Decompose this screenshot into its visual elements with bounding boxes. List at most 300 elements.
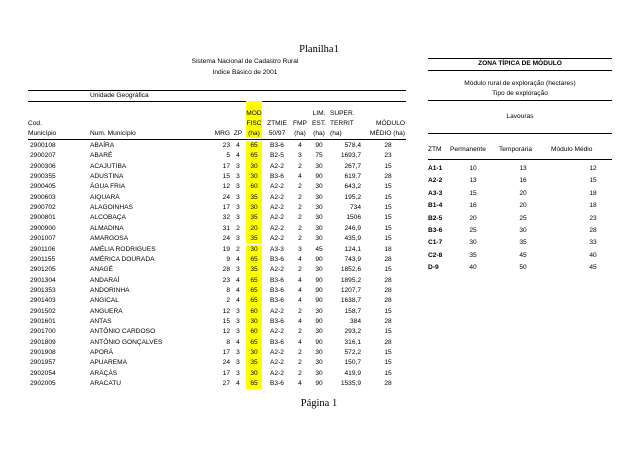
- table-row: [28, 172, 406, 182]
- col-header-super-territ: TERRIT: [330, 120, 354, 127]
- zona-cell-modulo-medio: 15: [589, 177, 597, 185]
- col-header-super-ha: (ha): [330, 130, 342, 137]
- cell-zp: 3: [236, 214, 240, 222]
- cell-cod: 2901957: [30, 359, 56, 367]
- col-header-ztmie-year: 50/97: [268, 130, 286, 137]
- cell-cod: 2901205: [30, 266, 56, 274]
- table-row: [28, 203, 406, 213]
- cell-lim: 90: [315, 286, 323, 294]
- cell-ztmie: B3-6: [270, 173, 284, 181]
- cell-modulo-medio: 28: [384, 255, 392, 263]
- cell-mrg: 8: [226, 338, 230, 346]
- cell-lim: 75: [315, 152, 323, 160]
- index-year: Indice Básico de 2001: [212, 69, 278, 76]
- cell-modulo-medio: 18: [384, 245, 392, 253]
- cell-mrg: 19: [222, 245, 230, 253]
- zona-header-temporaria: Temporária: [499, 146, 532, 153]
- cell-zp: 4: [236, 152, 240, 160]
- cell-modulo-medio: 15: [384, 349, 392, 356]
- cell-super: 195,2: [344, 193, 361, 201]
- cell-modulo-medio: 15: [384, 328, 392, 336]
- cell-super: 435,9: [344, 235, 361, 243]
- cell-fmp: 2: [298, 162, 302, 170]
- cell-cod: 2900355: [30, 173, 56, 181]
- cell-municipio: ABAÍRA: [90, 142, 115, 149]
- cell-lim: 90: [315, 380, 323, 388]
- cell-mod: 35: [246, 265, 262, 275]
- cell-municipio: ADUSTINA: [90, 173, 124, 181]
- cell-cod: 2900801: [30, 214, 56, 222]
- cell-cod: 2901155: [30, 255, 56, 263]
- cell-fmp: 4: [298, 173, 302, 181]
- cell-ztmie: A2-2: [270, 224, 284, 232]
- cell-super: 384: [349, 317, 361, 325]
- cell-municipio: AIQUARA: [90, 193, 120, 201]
- cell-super: 743,9: [344, 255, 361, 263]
- cell-super: 1506: [346, 214, 361, 222]
- cell-super: 1895,2: [340, 276, 361, 284]
- zona-cell-temporaria: 20: [519, 189, 527, 197]
- cell-fmp: 2: [298, 349, 302, 356]
- zona-cell-permanente: 30: [469, 239, 477, 247]
- cell-cod: 2901106: [30, 245, 56, 253]
- cell-modulo-medio: 15: [384, 307, 392, 315]
- cell-mrg: 8: [226, 286, 230, 294]
- cell-cod: 2902054: [30, 369, 56, 377]
- cell-mod: 30: [246, 203, 262, 213]
- cell-fmp: 2: [298, 214, 302, 222]
- cell-mod: 30: [246, 317, 262, 327]
- table-row: [28, 224, 406, 234]
- cell-cod: 2901502: [30, 307, 56, 315]
- col-header-lim-ha: (ha): [313, 130, 325, 137]
- cell-zp: 3: [236, 183, 240, 191]
- table-row: [28, 379, 406, 389]
- cell-zp: 3: [236, 369, 240, 377]
- cell-municipio: ANDARAÍ: [90, 276, 120, 284]
- cell-cod: 2900306: [30, 162, 56, 170]
- cell-lim: 45: [315, 245, 323, 253]
- zona-cell-ztm: C2-8: [428, 251, 443, 259]
- zona-cell-ztm: A2-2: [428, 177, 443, 185]
- zona-row: [428, 188, 612, 200]
- cell-modulo-medio: 15: [384, 235, 392, 243]
- cell-mrg: 9: [226, 255, 230, 263]
- cell-municipio: ARACATU: [90, 380, 122, 388]
- cell-super: 1207,7: [340, 286, 361, 294]
- cell-super: 124,1: [344, 245, 361, 253]
- cell-zp: 4: [236, 142, 240, 149]
- cell-cod: 2900108: [30, 142, 56, 149]
- panel-header-bottom-border: [428, 159, 612, 160]
- zona-cell-modulo-medio: 18: [589, 202, 597, 210]
- zona-row: [428, 213, 612, 225]
- col-header-num-municipio: Num. Município: [90, 130, 136, 137]
- zona-cell-temporaria: 16: [519, 177, 527, 185]
- zona-cell-modulo-medio: 45: [589, 264, 597, 272]
- cell-modulo-medio: 15: [384, 193, 392, 201]
- cell-municipio: ANDORINHA: [90, 286, 130, 294]
- cell-fmp: 3: [298, 152, 302, 160]
- zona-cell-temporaria: 35: [519, 239, 527, 247]
- cell-zp: 4: [236, 286, 240, 294]
- col-header-super: SUPER.: [330, 110, 355, 117]
- cell-ztmie: A2-2: [270, 193, 284, 201]
- table-row: [28, 317, 406, 327]
- cell-cod: 2901403: [30, 297, 56, 305]
- cell-ztmie: B3-6: [270, 286, 284, 294]
- cell-mrg: 23: [222, 142, 230, 149]
- cell-cod: 2900405: [30, 183, 56, 191]
- cell-modulo-medio: 15: [384, 183, 392, 191]
- cell-mrg: 12: [222, 183, 230, 191]
- table-row: [28, 369, 406, 379]
- cell-municipio: ANGUERA: [90, 307, 123, 315]
- cell-fmp: 2: [298, 183, 302, 191]
- cell-ztmie: A2-2: [270, 328, 284, 336]
- cell-zp: 4: [236, 276, 240, 284]
- cell-mod: 65: [246, 379, 262, 389]
- cell-mod: 65: [246, 286, 262, 296]
- cell-mod: 35: [246, 358, 262, 368]
- cell-municipio: ANTAS: [90, 317, 112, 325]
- cell-super: 246,9: [344, 224, 361, 232]
- table-row: [28, 327, 406, 337]
- cell-lim: 90: [315, 173, 323, 181]
- cell-fmp: 4: [298, 338, 302, 346]
- cell-fmp: 2: [298, 359, 302, 367]
- panel-subtitle-divider: [428, 100, 612, 101]
- panel-top-border: [428, 58, 612, 59]
- cell-mrg: 17: [222, 162, 230, 170]
- zona-cell-permanente: 15: [469, 189, 477, 197]
- cell-ztmie: B3-6: [270, 338, 284, 346]
- zona-cell-temporaria: 50: [519, 264, 527, 272]
- cell-modulo-medio: 28: [384, 317, 392, 325]
- cell-mrg: 24: [222, 193, 230, 201]
- cell-municipio: ALAGOINHAS: [90, 204, 133, 212]
- cell-fmp: 4: [298, 276, 302, 284]
- cell-municipio: ARAÇÁS: [90, 369, 118, 377]
- cell-mrg: 12: [222, 307, 230, 315]
- cell-mod: 65: [246, 141, 262, 151]
- cell-zp: 3: [236, 359, 240, 367]
- zona-cell-modulo-medio: 40: [589, 251, 597, 259]
- table-row: [28, 213, 406, 223]
- cell-ztmie: A2-2: [270, 307, 284, 315]
- cell-municipio: ÁGUA FRIA: [90, 183, 126, 191]
- zona-row: [428, 225, 612, 237]
- cell-super: 578,4: [344, 142, 361, 149]
- zona-cell-modulo-medio: 23: [589, 214, 597, 222]
- cell-mod: 60: [246, 327, 262, 337]
- cell-mrg: 15: [222, 173, 230, 181]
- table-row: [28, 255, 406, 265]
- table-row: [28, 358, 406, 368]
- cell-super: 572,2: [344, 349, 361, 356]
- cell-lim: 90: [315, 297, 323, 305]
- cell-ztmie: A2-2: [270, 204, 284, 212]
- zona-row: [428, 175, 612, 187]
- cell-mrg: 17: [222, 349, 230, 356]
- zona-cell-ztm: A1-1: [428, 165, 443, 172]
- cell-modulo-medio: 28: [384, 142, 392, 149]
- cell-ztmie: B3-6: [270, 276, 284, 284]
- col-header-cod: Cod.: [28, 120, 42, 127]
- cell-mrg: 17: [222, 204, 230, 212]
- page-footer: Página 1: [300, 398, 338, 409]
- cell-fmp: 2: [298, 328, 302, 336]
- cell-fmp: 2: [298, 307, 302, 315]
- cell-ztmie: A2-2: [270, 235, 284, 243]
- cell-mod: 65: [246, 338, 262, 348]
- col-header-municipio-code: Município: [28, 130, 57, 137]
- zona-cell-ztm: B1-4: [428, 202, 443, 210]
- cell-zp: 3: [236, 317, 240, 325]
- cell-super: 1535,9: [340, 380, 361, 388]
- cell-super: 419,9: [344, 369, 361, 377]
- cell-super: 619,7: [344, 173, 361, 181]
- zona-cell-permanente: 10: [469, 165, 477, 172]
- panel-header-top-border: [428, 133, 612, 134]
- cell-modulo-medio: 15: [384, 359, 392, 367]
- zona-cell-modulo-medio: 18: [589, 189, 597, 197]
- table-row: [28, 182, 406, 192]
- cell-mod: 30: [246, 172, 262, 182]
- cell-modulo-medio: 28: [384, 173, 392, 181]
- cell-modulo-medio: 15: [384, 224, 392, 232]
- cell-ztmie: A2-2: [270, 349, 284, 356]
- cell-lim: 30: [315, 369, 323, 377]
- cell-ztmie: A3-3: [270, 245, 284, 253]
- cell-modulo-medio: 15: [384, 369, 392, 377]
- col-header-fmp: FMP: [293, 120, 307, 127]
- zona-cell-temporaria: 30: [519, 227, 527, 234]
- cell-zp: 4: [236, 338, 240, 346]
- zona-row: [428, 250, 612, 262]
- panel-title-divider: [428, 70, 612, 71]
- table-row: [28, 307, 406, 317]
- cell-zp: 4: [236, 297, 240, 305]
- table-row: [28, 234, 406, 244]
- cell-zp: 3: [236, 162, 240, 170]
- cell-mod: 30: [246, 369, 262, 379]
- cell-super: 316,1: [344, 338, 361, 346]
- cell-mrg: 2: [226, 297, 230, 305]
- cell-zp: 3: [236, 328, 240, 336]
- cell-mrg: 24: [222, 359, 230, 367]
- col-header-ztmie: ZTMIE: [267, 120, 287, 127]
- cell-mrg: 27: [222, 380, 230, 388]
- cell-fmp: 4: [298, 380, 302, 388]
- zona-cell-permanente: 13: [469, 177, 477, 185]
- zona-lavouras: Lavouras: [506, 113, 534, 120]
- cell-ztmie: A2-2: [270, 214, 284, 222]
- zona-cell-temporaria: 13: [519, 165, 527, 172]
- cell-fmp: 2: [298, 266, 302, 274]
- cell-modulo-medio: 28: [384, 338, 392, 346]
- zona-header-modulo-medio: Módulo Médio: [551, 146, 593, 153]
- cell-modulo-medio: 15: [384, 162, 392, 170]
- cell-mrg: 28: [222, 266, 230, 274]
- cell-mod: 35: [246, 234, 262, 244]
- cell-lim: 90: [315, 338, 323, 346]
- cell-zp: 4: [236, 255, 240, 263]
- cell-modulo-medio: 15: [384, 214, 392, 222]
- zona-cell-temporaria: 45: [519, 251, 527, 259]
- cell-fmp: 4: [298, 142, 302, 149]
- cell-lim: 30: [315, 183, 323, 191]
- cell-mod: 30: [246, 348, 262, 358]
- table-row: [28, 141, 406, 151]
- zona-cell-permanente: 16: [469, 202, 477, 210]
- cell-cod: 2901700: [30, 328, 56, 336]
- cell-super: 267,7: [344, 162, 361, 170]
- cell-zp: 2: [236, 224, 240, 232]
- cell-mod: 60: [246, 182, 262, 192]
- cell-cod: 2900603: [30, 193, 56, 201]
- cell-mrg: 32: [222, 214, 230, 222]
- cell-lim: 90: [315, 276, 323, 284]
- cell-ztmie: A2-2: [270, 359, 284, 367]
- zona-header-permanente: Permanente: [450, 146, 486, 153]
- cell-mod: 65: [246, 255, 262, 265]
- table-row: [28, 151, 406, 161]
- cell-super: 158,7: [344, 307, 361, 315]
- col-header-mod-ha: (ha): [248, 130, 260, 137]
- zona-cell-temporaria: 25: [519, 214, 527, 222]
- cell-super: 150,7: [344, 359, 361, 367]
- group-divider: [28, 101, 406, 102]
- cell-municipio: AMARGOSA: [90, 235, 129, 243]
- cell-lim: 30: [315, 224, 323, 232]
- cell-municipio: ACAJUTIBA: [90, 162, 127, 170]
- zona-cell-permanente: 35: [469, 251, 477, 259]
- zona-cell-permanente: 20: [469, 214, 477, 222]
- zona-cell-ztm: A3-3: [428, 189, 443, 197]
- cell-ztmie: B3-6: [270, 255, 284, 263]
- col-header-zp: ZP: [233, 130, 243, 137]
- zona-row: [428, 262, 612, 274]
- cell-fmp: 4: [298, 317, 302, 325]
- zona-title: ZONA TÍPICA DE MÓDULO: [478, 60, 562, 67]
- cell-mod: 65: [246, 151, 262, 161]
- cell-lim: 30: [315, 349, 323, 356]
- cell-fmp: 2: [298, 204, 302, 212]
- cell-municipio: ALMADINA: [90, 224, 124, 232]
- cell-ztmie: B3-6: [270, 142, 284, 149]
- zona-cell-ztm: C1-7: [428, 239, 443, 247]
- cell-cod: 2900207: [30, 152, 56, 160]
- zona-cell-ztm: B2-5: [428, 214, 443, 222]
- cell-mod: 60: [246, 307, 262, 317]
- cell-mrg: 5: [226, 152, 230, 160]
- cell-municipio: APUAREMA: [90, 359, 128, 367]
- cell-ztmie: A2-2: [270, 162, 284, 170]
- table-row: [28, 162, 406, 172]
- cell-ztmie: A2-2: [270, 369, 284, 377]
- zona-cell-temporaria: 20: [519, 202, 527, 210]
- cell-fmp: 2: [298, 369, 302, 377]
- cell-zp: 3: [236, 307, 240, 315]
- zona-cell-modulo-medio: 33: [589, 239, 597, 247]
- cell-lim: 90: [315, 142, 323, 149]
- cell-municipio: AMÉLIA RODRIGUES: [90, 245, 156, 253]
- zona-cell-modulo-medio: 12: [589, 165, 597, 172]
- cell-lim: 30: [315, 204, 323, 212]
- cell-cod: 2901601: [30, 317, 56, 325]
- cell-zp: 2: [236, 245, 240, 253]
- cell-cod: 2901007: [30, 235, 56, 243]
- cell-municipio: ANTÔNIO GONÇALVES: [90, 338, 163, 346]
- cell-fmp: 2: [298, 224, 302, 232]
- table-row: [28, 348, 406, 358]
- zona-row: [428, 163, 612, 175]
- col-header-modulo: MÓDULO: [376, 120, 405, 127]
- zona-header-row: [428, 144, 612, 156]
- cell-cod: 2901304: [30, 276, 56, 284]
- cell-mod: 65: [246, 296, 262, 306]
- cell-ztmie: A2-2: [270, 183, 284, 191]
- cell-lim: 30: [315, 235, 323, 243]
- cell-lim: 30: [315, 162, 323, 170]
- col-header-mrg: MRG: [214, 130, 230, 137]
- col-header-fmp-ha: (ha): [294, 130, 306, 137]
- cell-municipio: ALCOBAÇA: [90, 214, 126, 222]
- col-header-mod-fisc: FISC: [246, 120, 262, 127]
- cell-ztmie: A2-2: [270, 266, 284, 274]
- cell-lim: 30: [315, 214, 323, 222]
- group-label: Unidade Geográfica: [90, 92, 149, 99]
- cell-fmp: 2: [298, 235, 302, 243]
- zona-cell-ztm: D-9: [428, 264, 439, 272]
- cell-mod: 65: [246, 276, 262, 286]
- cell-mod: 30: [246, 245, 262, 255]
- cell-cod: 2900900: [30, 224, 56, 232]
- table-row: [28, 286, 406, 296]
- cell-modulo-medio: 28: [384, 297, 392, 305]
- cell-lim: 90: [315, 255, 323, 263]
- cell-super: 1852,6: [340, 266, 361, 274]
- col-header-mod: MOD: [246, 110, 262, 117]
- cell-mrg: 24: [222, 235, 230, 243]
- cell-zp: 3: [236, 173, 240, 181]
- cell-municipio: AMÉRICA DOURADA: [90, 255, 155, 263]
- zona-subtitle-tipo: Tipo de exploração: [492, 90, 548, 97]
- cell-fmp: 4: [298, 255, 302, 263]
- zona-cell-permanente: 25: [469, 227, 477, 234]
- cell-modulo-medio: 15: [384, 204, 392, 212]
- table-row: [28, 193, 406, 203]
- cell-modulo-medio: 28: [384, 276, 392, 284]
- cell-zp: 3: [236, 204, 240, 212]
- cell-lim: 30: [315, 359, 323, 367]
- header-bottom-border: [28, 139, 406, 140]
- cell-lim: 30: [315, 193, 323, 201]
- cell-super: 643,2: [344, 183, 361, 191]
- table-row: [28, 245, 406, 255]
- cell-cod: 2901809: [30, 338, 56, 346]
- cell-super: 1693,7: [340, 152, 361, 160]
- zona-cell-modulo-medio: 28: [589, 227, 597, 234]
- cell-super: 1638,7: [340, 297, 361, 305]
- table-top-border: [28, 90, 406, 91]
- cell-municipio: ANGICAL: [90, 297, 119, 305]
- col-header-lim-est: EST.: [312, 120, 326, 127]
- cell-lim: 30: [315, 328, 323, 336]
- table-row: [28, 338, 406, 348]
- cell-super: 734: [349, 204, 361, 212]
